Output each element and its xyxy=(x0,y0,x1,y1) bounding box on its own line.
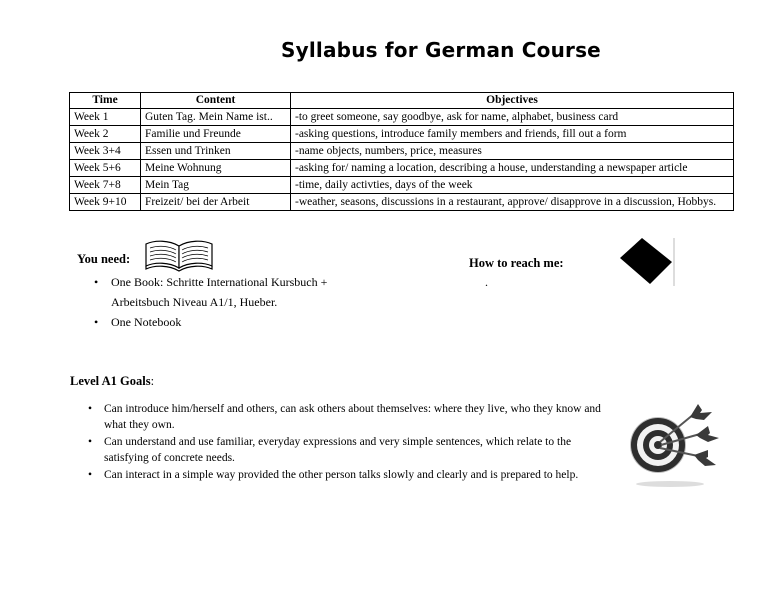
cell-time: Week 1 xyxy=(70,109,141,126)
syllabus-table xyxy=(69,92,734,211)
target-with-darts-icon xyxy=(628,400,720,488)
list-item xyxy=(88,467,610,483)
goals-heading-colon: : xyxy=(150,374,155,388)
header-time: Time xyxy=(70,93,141,109)
list-item xyxy=(94,292,327,312)
cell-time: Week 7+8 xyxy=(70,177,141,194)
list-item xyxy=(94,272,327,292)
table-row xyxy=(70,143,734,160)
contact-bullet: . xyxy=(485,275,488,289)
bullet-icon: • xyxy=(94,275,99,289)
business-card-icon xyxy=(618,236,676,288)
table-row xyxy=(70,160,734,177)
cell-objectives: -time, daily activties, days of the week xyxy=(291,177,734,194)
you-need-list xyxy=(94,272,327,332)
cell-time: Week 2 xyxy=(70,126,141,143)
list-item-text: Can interact in a simple way provided the other person talks slowly and clearly and is prepared to help. xyxy=(104,469,579,481)
bullet-icon: • xyxy=(88,436,93,448)
header-content: Content xyxy=(141,93,291,109)
cell-content: Familie und Freunde xyxy=(141,126,291,143)
you-need-heading: You need: xyxy=(77,252,131,266)
goals-list xyxy=(88,401,610,484)
list-item xyxy=(94,312,327,332)
cell-objectives: -to greet someone, say goodbye, ask for name, alphabet, business card xyxy=(291,109,734,126)
list-item xyxy=(88,401,610,433)
table-row xyxy=(70,177,734,194)
bullet-icon: • xyxy=(88,403,93,415)
list-item-text: One Book: Schritte International Kursbuch + xyxy=(111,275,328,289)
header-objectives: Objectives xyxy=(291,93,734,109)
page-title: Syllabus for German Course xyxy=(281,38,601,62)
bullet-icon: • xyxy=(94,315,99,329)
list-item-text: Can introduce him/herself and others, can ask others about themselves: where they live, who they know and what they own. xyxy=(104,403,601,431)
open-book-icon xyxy=(143,238,215,272)
list-item-text: One Notebook xyxy=(111,315,182,329)
table-row xyxy=(70,109,734,126)
cell-content: Meine Wohnung xyxy=(141,160,291,177)
table-row xyxy=(70,126,734,143)
contact-heading: How to reach me: xyxy=(469,256,564,270)
cell-objectives: -asking questions, introduce family members and friends, fill out a form xyxy=(291,126,734,143)
list-item xyxy=(88,434,610,466)
list-item-text: Arbeitsbuch Niveau A1/1, Hueber. xyxy=(111,295,278,309)
cell-time: Week 3+4 xyxy=(70,143,141,160)
goals-heading-text: Level A1 Goals xyxy=(70,374,151,388)
table-row xyxy=(70,194,734,211)
cell-content: Guten Tag. Mein Name ist.. xyxy=(141,109,291,126)
cell-objectives: -asking for/ naming a location, describing a house, understanding a newspaper article xyxy=(291,160,734,177)
list-item-text: Can understand and use familiar, everyday expressions and very simple sentences, which relate to the satisfying of concrete needs. xyxy=(104,436,572,464)
cell-content: Essen und Trinken xyxy=(141,143,291,160)
goals-heading xyxy=(70,374,154,389)
cell-content: Freizeit/ bei der Arbeit xyxy=(141,194,291,211)
cell-time: Week 5+6 xyxy=(70,160,141,177)
cell-time: Week 9+10 xyxy=(70,194,141,211)
table-header-row xyxy=(70,93,734,109)
cell-objectives: -name objects, numbers, price, measures xyxy=(291,143,734,160)
bullet-icon: • xyxy=(88,469,93,481)
cell-objectives: -weather, seasons, discussions in a restaurant, approve/ disapprove in a discussion, Hobbys. xyxy=(291,194,734,211)
cell-content: Mein Tag xyxy=(141,177,291,194)
